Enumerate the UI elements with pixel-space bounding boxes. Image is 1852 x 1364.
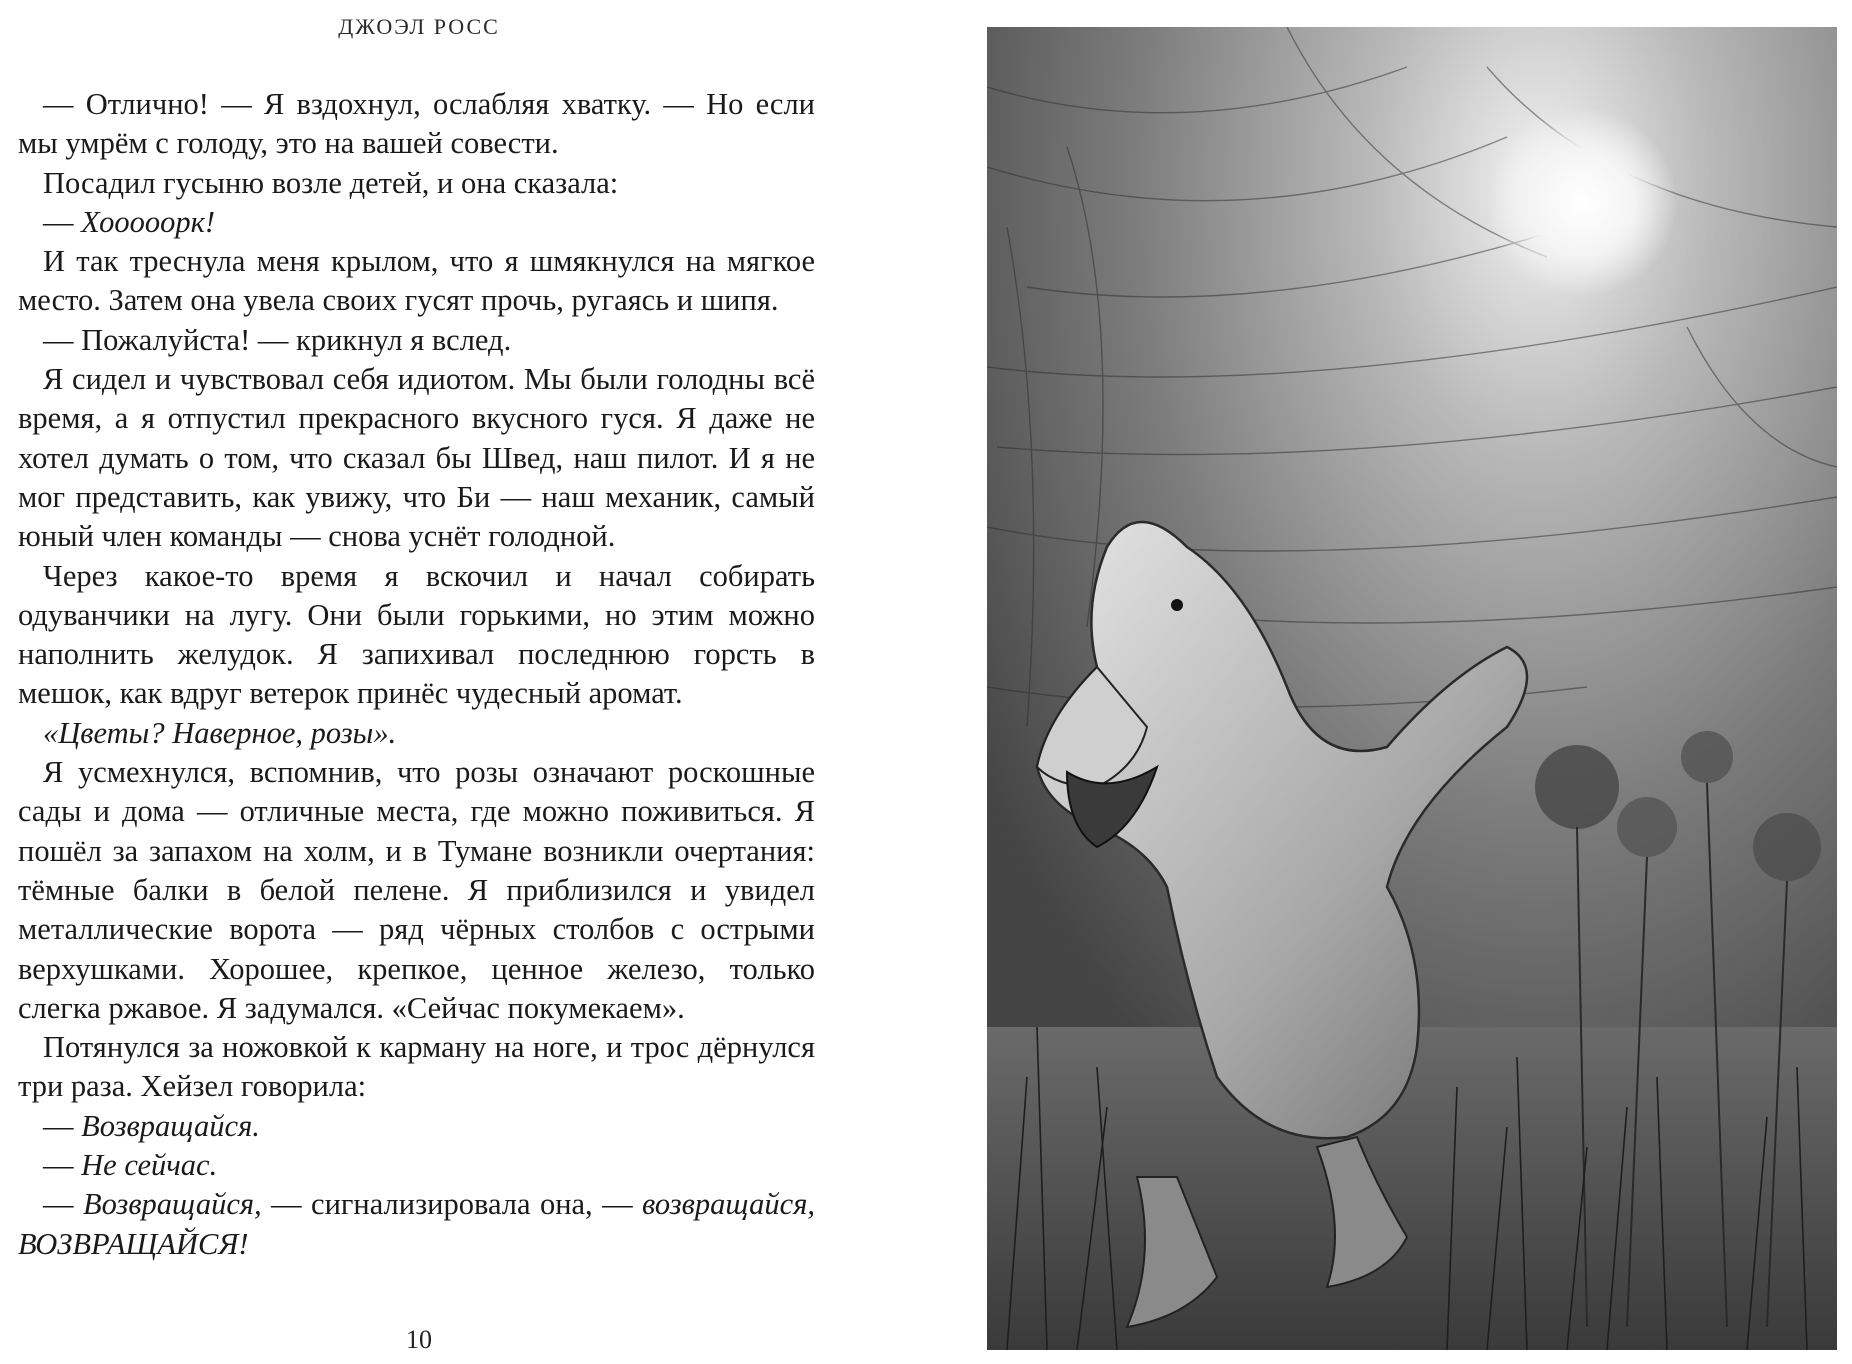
text-run: Я сидел и чувствовал себя идиотом. Мы были голодны всё время, а я отпустил прекрасного вкусного гуся. Я даже не хотел думать о том, что сказал бы Швед, наш пилот. И я не мог представить, как увижу, что Би — наш механик, самый юный член команды — снова уснёт голодной. (18, 362, 815, 554)
paragraph (18, 753, 815, 1028)
text-run: Посадил гусыню возле детей, и она сказала: (43, 165, 619, 200)
paragraph (18, 557, 815, 714)
italic-text: Не сейчас. (81, 1148, 218, 1183)
text-run: — сигнализировала она, — (261, 1187, 643, 1222)
italic-text: Возвращайся. (81, 1108, 260, 1143)
paragraph (18, 1185, 815, 1264)
paragraph (18, 1146, 815, 1185)
italic-text: «Цветы? Наверное, розы». (43, 715, 397, 750)
text-run: — (43, 1187, 83, 1222)
paragraph (18, 203, 815, 242)
text-run: И так треснула меня крылом, что я шмякнулся на мягкое место. Затем она увела своих гусят прочь, ругаясь и шипя. (18, 244, 815, 318)
italic-text: Хооооорк! (81, 204, 216, 239)
paragraph (18, 85, 815, 164)
ground (987, 1027, 1837, 1350)
italic-text: возвращайся, ВОЗВРАЩАЙСЯ! (18, 1187, 815, 1261)
goose-illustration-drawing (987, 27, 1837, 1350)
text-run: Я усмехнулся, вспомнив, что розы означают роскошные сады и дома — отличные места, где можно поживиться. Я пошёл за запахом на холм, и в Тумане возникли очертания: тёмные балки в белой пелене. Я приблизился и увидел металлические ворота — ряд чёрных столбов с острыми верхушками. Хорошее, крепкое, ценное железо, только слегка ржавое. Я задумался. «Сейчас покумекаем». (18, 755, 815, 1025)
page-number: 10 (406, 1325, 432, 1354)
goose-illustration (987, 27, 1837, 1350)
paragraph (18, 321, 815, 360)
text-run: Через какое-то время я вскочил и начал собирать одуванчики на лугу. Они были горькими, но этим можно наполнить желудок. Я запихивал последнюю горсть в мешок, как вдруг ветерок принёс чудесный аромат. (18, 558, 815, 711)
text-run: Потянулся за ножовкой к карману на ноге, и трос дёрнулся три раза. Хейзел говорила: (18, 1030, 815, 1104)
paragraph (18, 714, 815, 753)
text-run: — Отлично! — Я вздохнул, ослабляя хватку. — Но если мы умрём с голоду, это на вашей совести. (18, 87, 815, 161)
paragraph (18, 360, 815, 556)
moon (1487, 107, 1677, 297)
text-run: — (43, 204, 82, 239)
text-run: — Пожалуйста! — крикнул я вслед. (43, 322, 512, 357)
running-head: ДЖОЭЛ РОСС (338, 14, 500, 39)
body-text (18, 85, 815, 1264)
paragraph (18, 1107, 815, 1146)
paragraph (18, 1028, 815, 1107)
paragraph (18, 242, 815, 321)
text-run: — (43, 1148, 82, 1183)
paragraph (18, 164, 815, 203)
text-run: — (43, 1108, 82, 1143)
italic-text: Возвращайся, (82, 1187, 262, 1222)
